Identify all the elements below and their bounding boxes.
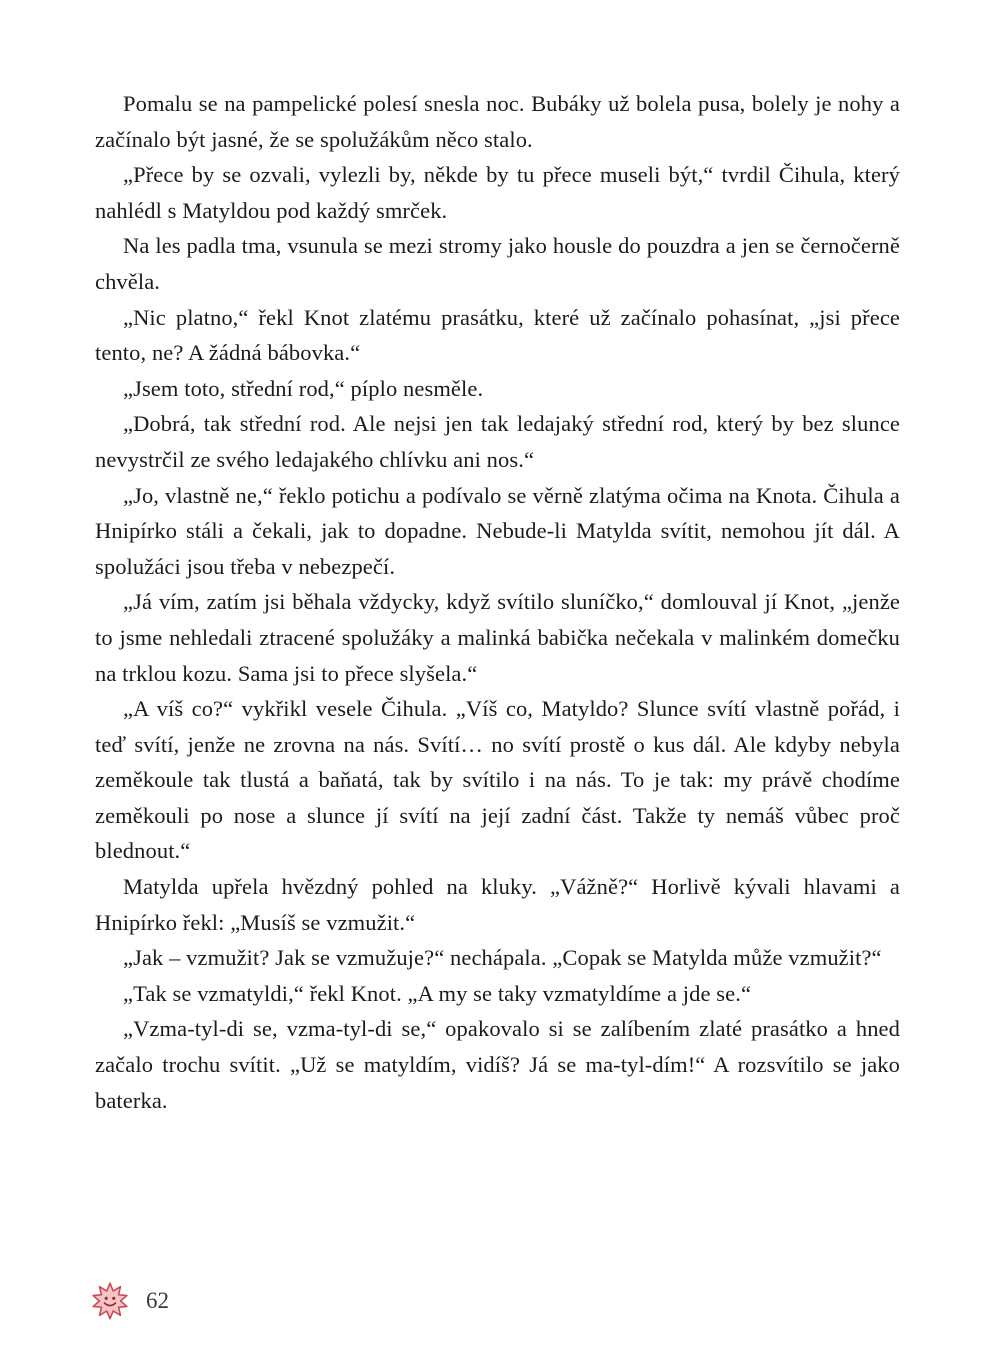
paragraph: „Nic platno,“ řekl Knot zlatému prasátku, které už začínalo pohasínat, „jsi přece tento, ne? A žádná bábovka.“ [95, 304, 900, 366]
text-block [95, 86, 900, 1118]
footer [90, 1281, 169, 1321]
paragraph: „Přece by se ozvali, vylezli by, někde by tu přece museli být,“ tvrdil Čihula, který nahlédl s Matyldou pod každý smrček. [95, 162, 900, 223]
paragraph: „Dobrá, tak střední rod. Ale nejsi jen tak ledajaký střední rod, který by bez slunce nevystrčil ze svého ledajakého chlívku ani nos.“ [95, 411, 900, 472]
paragraph: Matylda upřela hvězdný pohled na kluky. „Vážně?“ Horlivě kývali hlavami a Hnipírko řekl: „Musíš se vzmužit.“ [95, 874, 900, 935]
paragraph: „Vzma-tyl-di se, vzma-tyl-di se,“ opakovalo si se zalíbením zlaté prasátko a hned začalo trochu svítit. „Už se matyldím, vidíš? Já se ma-tyl-dím!“ A rozsvítilo se jako baterka. [95, 1016, 900, 1113]
page-number: 62 [146, 1288, 169, 1313]
star-face-icon [90, 1281, 130, 1321]
paragraph: „A víš co?“ vykřikl vesele Čihula. „Víš co, Matyldo? Slunce svítí vlastně pořád, i teď svítí, jenže ne zrovna na nás. Svítí… no svítí prostě o kus dál. Ale kdyby nebyla zeměkoule tak tlustá a baňatá, tak by svítilo i na nás. To je tak: my právě chodíme zeměkouli po nose a slunce jí svítí na její zadní část. Takže ty nemáš vůbec proč blednout.“ [95, 696, 900, 864]
paragraph: „Jo, vlastně ne,“ řeklo potichu a podívalo se věrně zlatýma očima na Knota. Čihula a Hnipírko stáli a čekali, jak to dopadne. Nebude-li Matylda svítit, nemohou jít dál. A spolužáci jsou třeba v nebezpečí. [95, 482, 900, 579]
paragraph: Pomalu se na pampelické polesí snesla noc. Bubáky už bolela pusa, bolely je nohy a začínalo být jasné, že se spolužákům něco stalo. [95, 91, 900, 152]
paragraph: „Jsem toto, střední rod,“ píplo nesměle. [123, 375, 484, 401]
paragraph: „Tak se vzmatyldi,“ řekl Knot. „A my se taky vzmatyldíme a jde se.“ [123, 980, 752, 1006]
paragraph: „Já vím, zatím jsi běhala vždycky, když svítilo sluníčko,“ domlouval jí Knot, „jenže to jsme nehledali ztracené spolužáky a malinká babička nečekala v malinkém domečku na trklou kozu. Sama jsi to přece slyšela.“ [95, 589, 900, 686]
paragraph: „Jak – vzmužit? Jak se vzmužuje?“ nechápala. „Copak se Matylda může vzmužit?“ [123, 945, 882, 971]
paragraph: Na les padla tma, vsunula se mezi stromy jako housle do pouzdra a jen se černočerně chvěla. [95, 233, 900, 294]
